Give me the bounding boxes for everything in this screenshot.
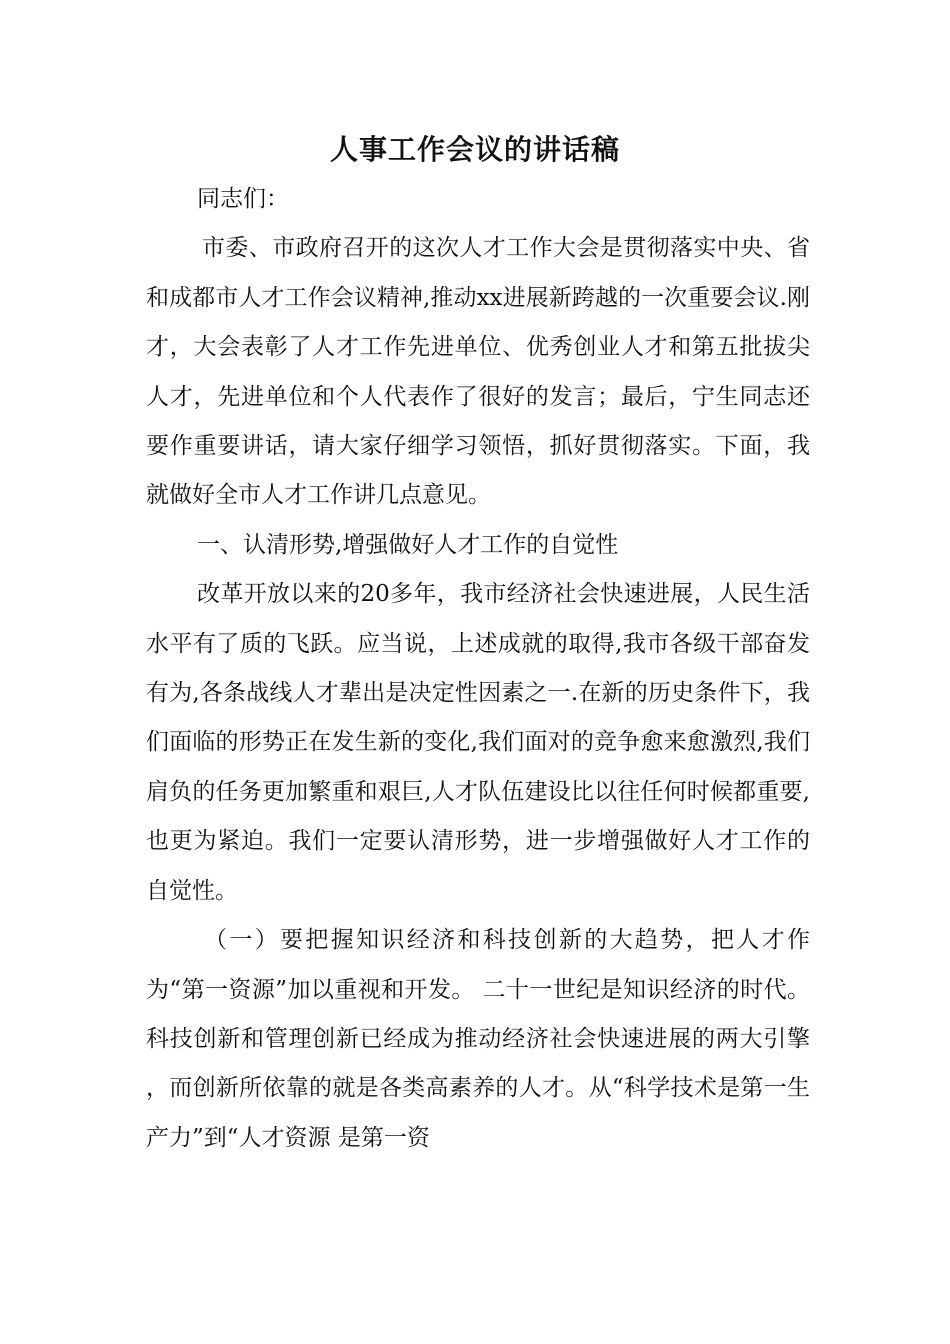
document-title: 人事工作会议的讲话稿 (329, 133, 620, 166)
paragraph-subsection-1: （一）要把握知识经济和科技创新的大趋势，把人才作为“第一资源”加以重视和开发。 二十一世纪是知识经济的时代。科技创新和管理创新已经成为推动经济社会快速进展的两大引擎 ，而创新所依靠的就是各类高素养的人才。从“科学技术是第一生产力”到“人才资源 是第一资 (146, 927, 810, 1151)
paragraph-situation: 改革开放以来的20多年，我市经济社会快速进展，人民生活水平有了质的飞跃。应当说，上述成就的取得,我市各级干部奋发有为,各条战线人才辈出是决定性因素之一.在新的历史条件下，我们面临的形势正在发生新的变化,我们面对的竞争愈来愈激烈,我们肩负的任务更加繁重和艰巨,人才队伍建设比以往任何时候都重要,也更为紧迫。我们一定要认清形势，进一步增强做好人才工作的自觉性。 (146, 581, 810, 904)
salutation: 同志们： (197, 186, 289, 212)
section-heading-1: 一、认清形势,增强做好人才工作的自觉性 (197, 531, 619, 558)
paragraph-intro: 市委、市政府召开的这次人才工作大会是贯彻落实中央、省和成都市人才工作会议精神,推动xx进展新跨越的一次重要会议.刚才，大会表彰了人才工作先进单位、优秀创业人才和第五批拔尖人才，先进单位和个人代表作了很好的发言；最后，宁生同志还要作重要讲话，请大家仔细学习领悟，抓好贯彻落实。下面，我就做好全市人才工作讲几点意见。 (146, 235, 810, 509)
document-body (146, 175, 810, 1163)
